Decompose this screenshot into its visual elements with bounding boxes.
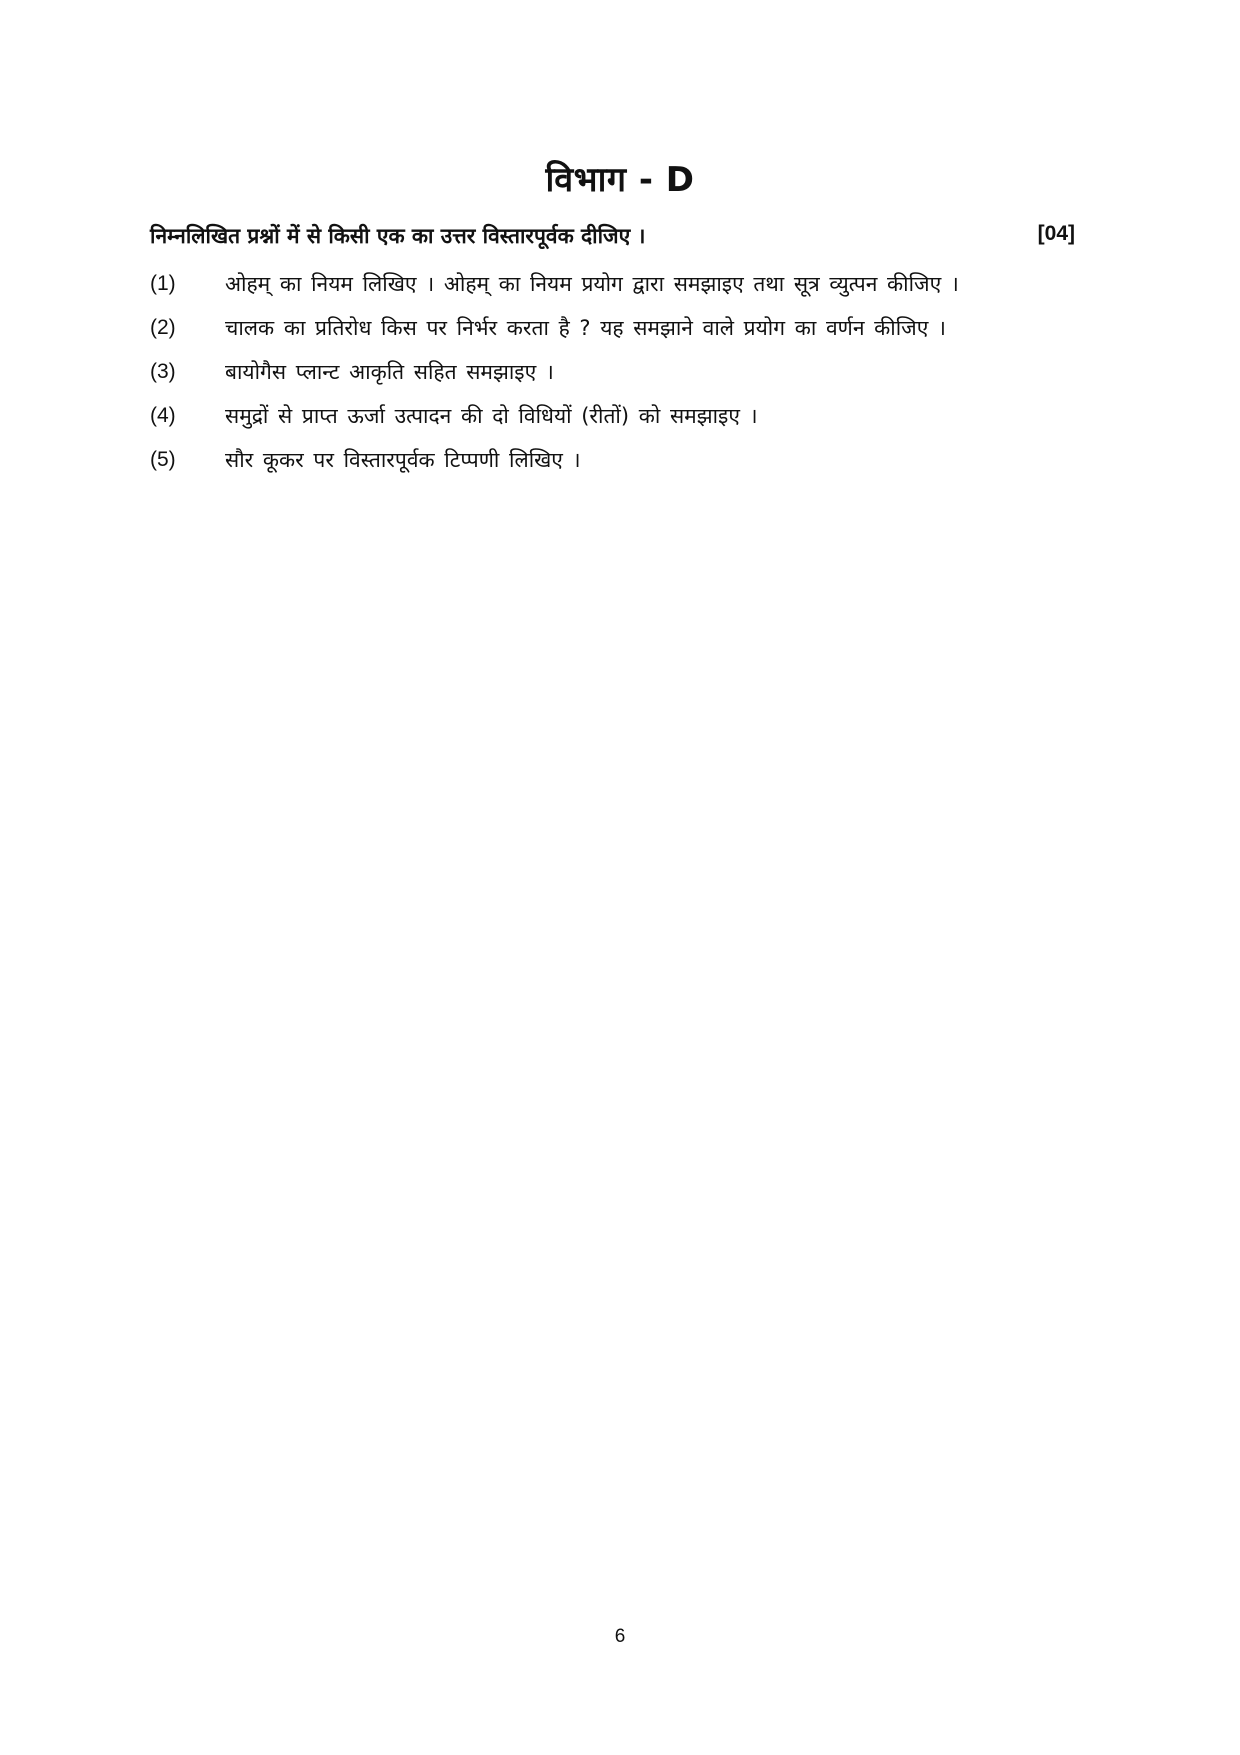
question-number: (1)	[150, 272, 176, 295]
marks-label: [04]	[1037, 222, 1075, 245]
question-number: (2)	[150, 316, 176, 339]
question-item	[150, 306, 1100, 350]
instruction-text: निम्नलिखित प्रश्नों में से किसी एक का उत्तर विस्तारपूर्वक दीजिए ।	[150, 224, 646, 248]
question-text: सौर कूकर पर विस्तारपूर्वक टिप्पणी लिखिए ।	[225, 448, 581, 472]
question-number: (5)	[150, 448, 176, 471]
question-item	[150, 394, 1100, 438]
question-number: (3)	[150, 360, 176, 383]
instruction-row	[150, 222, 1075, 254]
question-text: बायोगैस प्लान्ट आकृति सहित समझाइए ।	[225, 360, 554, 384]
question-text: समुद्रों से प्राप्त ऊर्जा उत्पादन की दो विधियों (रीतों) को समझाइए ।	[225, 404, 758, 428]
question-item	[150, 262, 1100, 306]
question-text: ओहम् का नियम लिखिए । ओहम् का नियम प्रयोग द्वारा समझाइए तथा सूत्र व्युत्पन कीजिए ।	[225, 272, 959, 296]
question-number: (4)	[150, 404, 176, 427]
page-number: 6	[614, 1626, 626, 1647]
question-text: चालक का प्रतिरोध किस पर निर्भर करता है ? यह समझाने वाले प्रयोग का वर्णन कीजिए ।	[225, 316, 946, 340]
section-title: विभाग - D	[545, 160, 695, 200]
question-list	[150, 262, 1100, 482]
question-item	[150, 438, 1100, 482]
question-item	[150, 350, 1100, 394]
